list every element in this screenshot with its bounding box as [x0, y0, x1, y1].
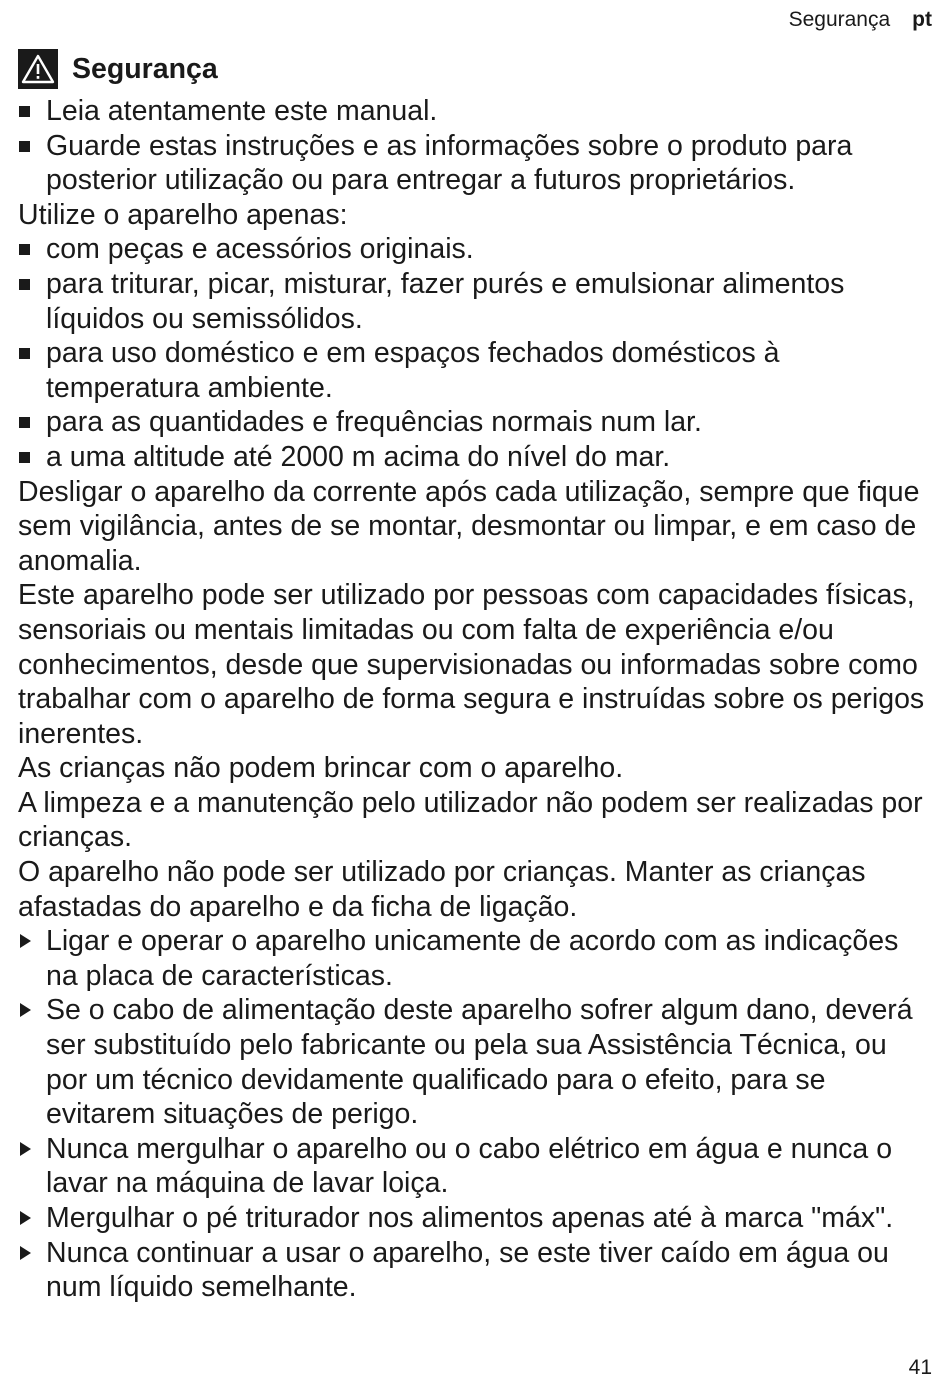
- paragraph: As crianças não podem brincar com o aparelho.: [18, 752, 624, 785]
- square-bullet-icon: [19, 452, 30, 463]
- square-bullet-icon: [19, 348, 30, 359]
- square-bullet-icon: [19, 244, 30, 255]
- square-bullet-icon: [19, 141, 30, 152]
- list-item: para as quantidades e frequências normais num lar.: [18, 405, 928, 440]
- square-bullet-icon: [19, 106, 30, 117]
- instruction-item: Nunca continuar a usar o aparelho, se este tiver caído em água ou num líquido semelhante.: [18, 1236, 928, 1305]
- instruction-item: Se o cabo de alimentação deste aparelho sofrer algum dano, deverá ser substituído pelo fabricante ou pela sua Assistência Técnica, ou por um técnico devidamente qualificado para o efeito, para se evitarem situações de perigo.: [18, 993, 928, 1131]
- running-header: [789, 8, 932, 32]
- list-item: Leia atentamente este manual.: [18, 94, 928, 129]
- list-item: Guarde estas instruções e as informações sobre o produto para posterior utilização ou para entregar a futuros proprietários.: [18, 129, 928, 198]
- page-number: 41: [908, 1356, 932, 1379]
- use-intro: Utilize o aparelho apenas:: [18, 198, 348, 231]
- list-item: para triturar, picar, misturar, fazer purés e emulsionar alimentos líquidos ou semissólidos.: [18, 267, 928, 336]
- paragraph: A limpeza e a manutenção pelo utilizador não podem ser realizadas por crianças.: [18, 786, 923, 854]
- paragraph: O aparelho não pode ser utilizado por crianças. Manter as crianças afastadas do aparelho e da ficha de ligação.: [18, 856, 866, 923]
- main-content: [18, 46, 928, 1305]
- list-item: com peças e acessórios originais.: [18, 232, 928, 267]
- arrow-bullet-icon: [20, 1003, 31, 1017]
- instruction-item: Nunca mergulhar o aparelho ou o cabo elétrico em água e nunca o lavar na máquina de lavar loiça.: [18, 1132, 928, 1201]
- header-section-title: Segurança: [788, 8, 891, 31]
- paragraph: Desligar o aparelho da corrente após cada utilização, sempre que fique sem vigilância, antes de se montar, desmontar ou limpar, e em caso de anomalia.: [18, 475, 920, 577]
- paragraph: Este aparelho pode ser utilizado por pessoas com capacidades físicas, sensoriais ou mentais limitadas ou com falta de experiência e/ou conhecimentos, desde que supervisionadas ou informadas sobre como trabalhar com o aparelho de forma segura e instruídas sobre os perigos inerentes.: [18, 579, 925, 750]
- arrow-bullet-icon: [20, 934, 31, 948]
- instruction-item: Mergulhar o pé triturador nos alimentos apenas até à marca "máx".: [18, 1201, 928, 1236]
- arrow-bullet-icon: [20, 1142, 31, 1156]
- square-bullet-icon: [19, 279, 30, 290]
- list-item: para uso doméstico e em espaços fechados domésticos à temperatura ambiente.: [18, 336, 928, 405]
- square-bullet-icon: [19, 417, 30, 428]
- warning-triangle-icon: [18, 49, 58, 89]
- section-heading: [18, 46, 928, 92]
- section-title: Segurança: [72, 52, 218, 85]
- header-language-code: pt: [912, 8, 932, 31]
- arrow-bullet-icon: [20, 1211, 31, 1225]
- instruction-item: Ligar e operar o aparelho unicamente de acordo com as indicações na placa de características.: [18, 924, 928, 993]
- arrow-bullet-icon: [20, 1246, 31, 1260]
- list-item: a uma altitude até 2000 m acima do nível do mar.: [18, 440, 928, 475]
